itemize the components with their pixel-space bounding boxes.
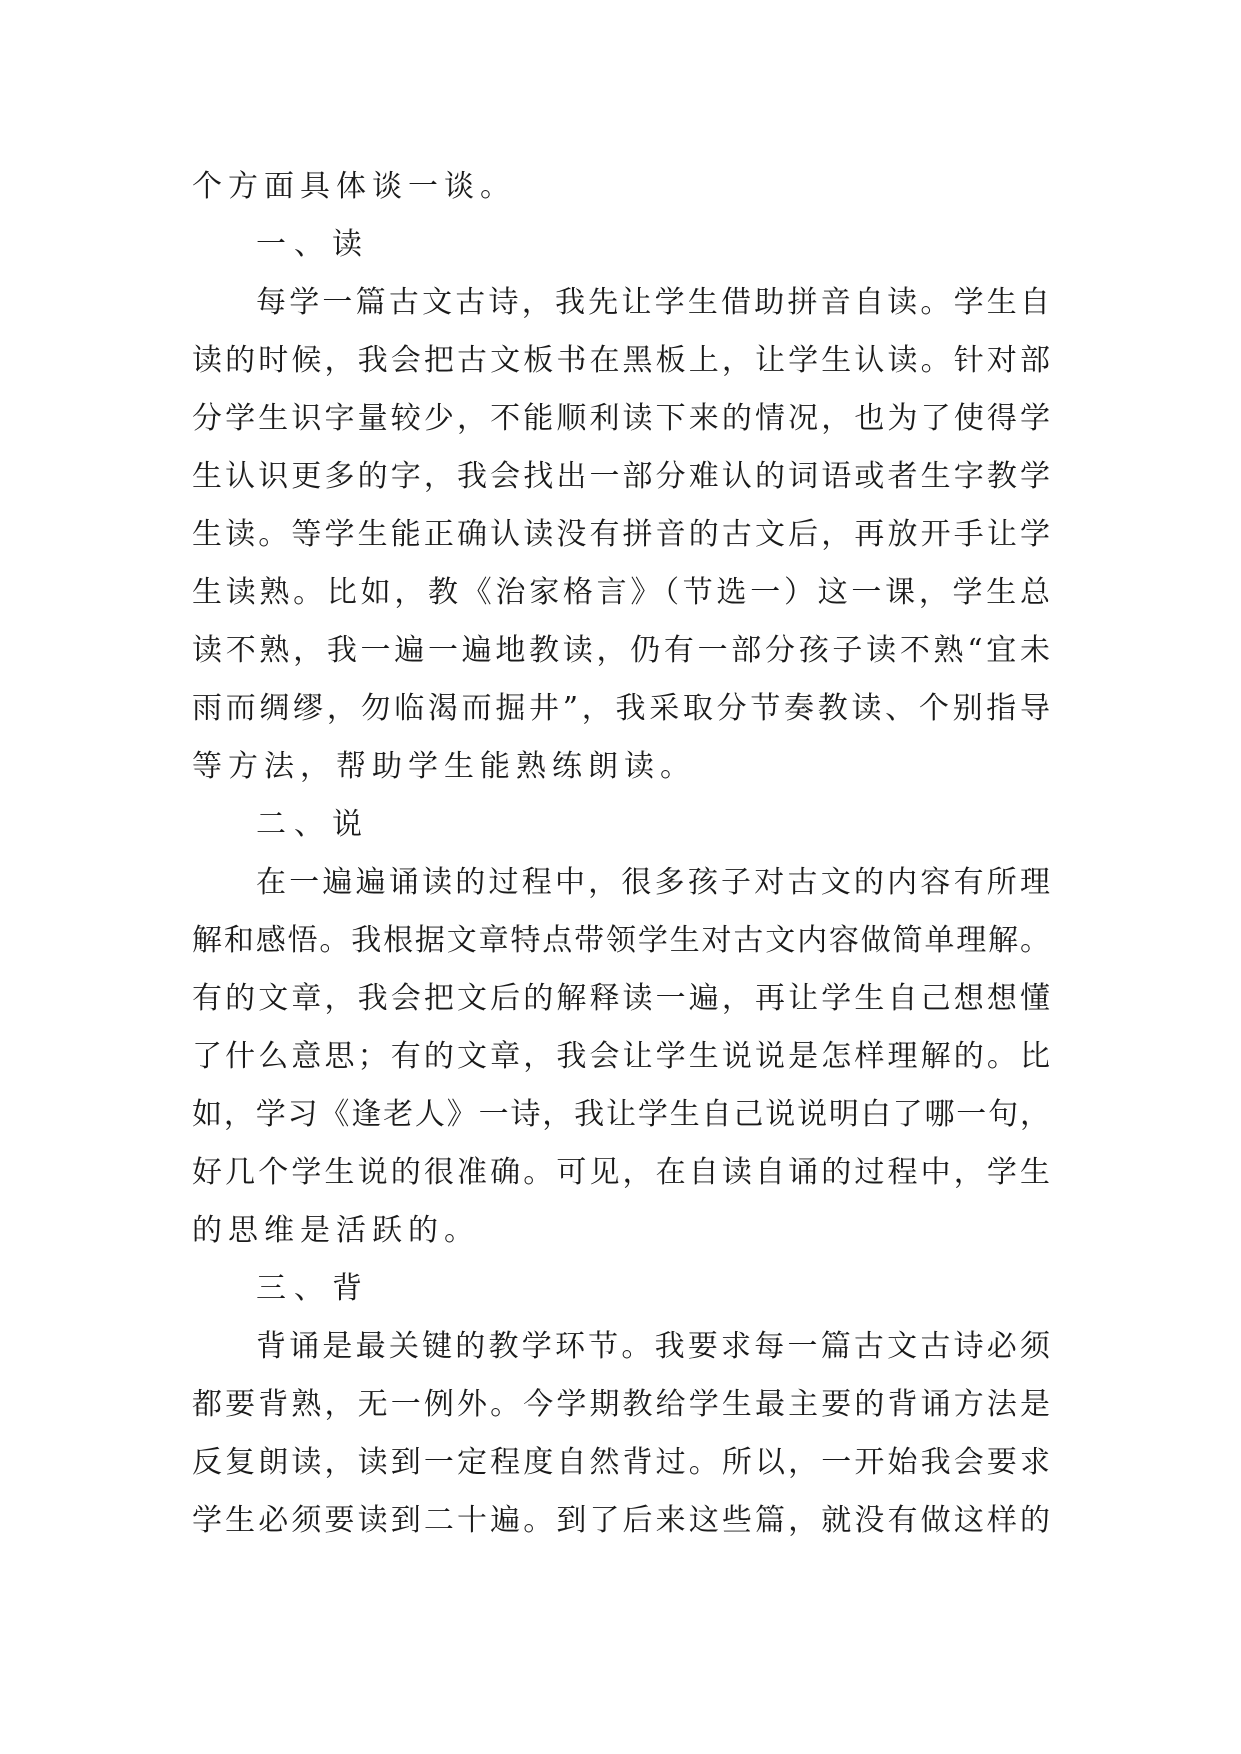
text-line: 解和感悟。我根据文章特点带领学生对古文内容做简单理解。 (192, 923, 1050, 958)
text-line: 每学一篇古文古诗，我先让学生借助拼音自读。学生自 (256, 285, 1050, 320)
text-line: 都要背熟，无一例外。今学期教给学生最主要的背诵方法是 (192, 1387, 1050, 1422)
text-line: 生读。等学生能正确认读没有拼音的古文后，再放开手让学 (192, 517, 1050, 552)
text-line: 读不熟，我一遍一遍地教读，仍有一部分孩子读不熟“宜未 (192, 633, 1050, 668)
text-line: 背诵是最关键的教学环节。我要求每一篇古文古诗必须 (256, 1329, 1050, 1364)
text-line: 好几个学生说的很准确。可见，在自读自诵的过程中，学生 (192, 1155, 1050, 1190)
section-heading-speak: 二、说 (256, 807, 370, 842)
text-line: 反复朗读，读到一定程度自然背过。所以，一开始我会要求 (192, 1445, 1050, 1480)
text-line: 生读熟。比如，教《治家格言》（节选一）这一课，学生总 (192, 575, 1050, 610)
text-line: 雨而绸缪，勿临渴而掘井”，我采取分节奏教读、个别指导 (192, 691, 1050, 726)
section-heading-recite: 三、背 (256, 1271, 370, 1306)
text-line: 个方面具体谈一谈。 (192, 169, 516, 204)
text-line: 的思维是活跃的。 (192, 1213, 480, 1248)
text-line: 有的文章，我会把文后的解释读一遍，再让学生自己想想懂 (192, 981, 1050, 1016)
document-page (192, 158, 1050, 1550)
section-heading-read: 一、读 (256, 227, 370, 262)
text-line: 了什么意思；有的文章，我会让学生说说是怎样理解的。比 (192, 1039, 1050, 1074)
text-line: 等方法，帮助学生能熟练朗读。 (192, 749, 696, 784)
text-line: 在一遍遍诵读的过程中，很多孩子对古文的内容有所理 (256, 865, 1050, 900)
text-line: 读的时候，我会把古文板书在黑板上，让学生认读。针对部 (192, 343, 1050, 378)
text-line: 生认识更多的字，我会找出一部分难认的词语或者生字教学 (192, 459, 1050, 494)
text-line: 学生必须要读到二十遍。到了后来这些篇，就没有做这样的 (192, 1503, 1050, 1538)
text-line: 如，学习《逢老人》一诗，我让学生自己说说明白了哪一句， (192, 1097, 1050, 1132)
text-line: 分学生识字量较少，不能顺利读下来的情况，也为了使得学 (192, 401, 1050, 436)
